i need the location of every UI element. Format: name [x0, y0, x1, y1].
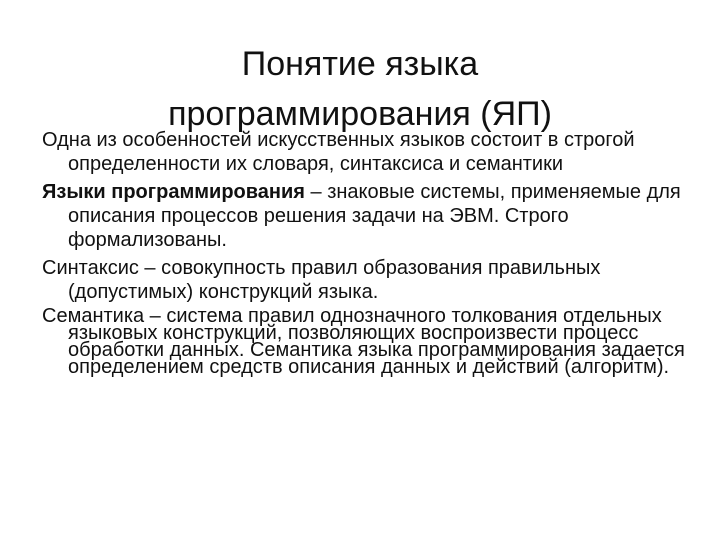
slide-title-line-2: программирования (ЯП)	[168, 94, 552, 133]
paragraph-syntax	[42, 256, 692, 304]
paragraph-text: – знаковые системы, применяемые для описания процессов решения задачи на ЭВМ. Строго формализованы.	[68, 181, 681, 251]
slide-title	[80, 39, 640, 139]
slide-title-line-1: Понятие языка	[241, 44, 479, 83]
paragraph-semantics	[42, 305, 692, 378]
paragraph-text: Синтаксис – совокупность правил образования правильных (допустимых) конструкций языка.	[42, 257, 601, 303]
paragraph-text: Семантика – система правил однозначного толкования отдельных языковых конструкций, позволяющих воспроизвести процесс обработки данных. Семантика языка программирования задается определением средств описания данных и действий (алгоритм).	[42, 305, 685, 378]
paragraph-text: Одна из особенностей искусственных языков состоит в строгой определенности их словаря, синтаксиса и семантики	[42, 129, 635, 175]
term-programming-languages: Языки программирования	[42, 181, 305, 203]
slide-body	[42, 128, 692, 380]
paragraph-programming-languages	[42, 180, 692, 252]
paragraph-artificial-languages	[42, 128, 692, 176]
